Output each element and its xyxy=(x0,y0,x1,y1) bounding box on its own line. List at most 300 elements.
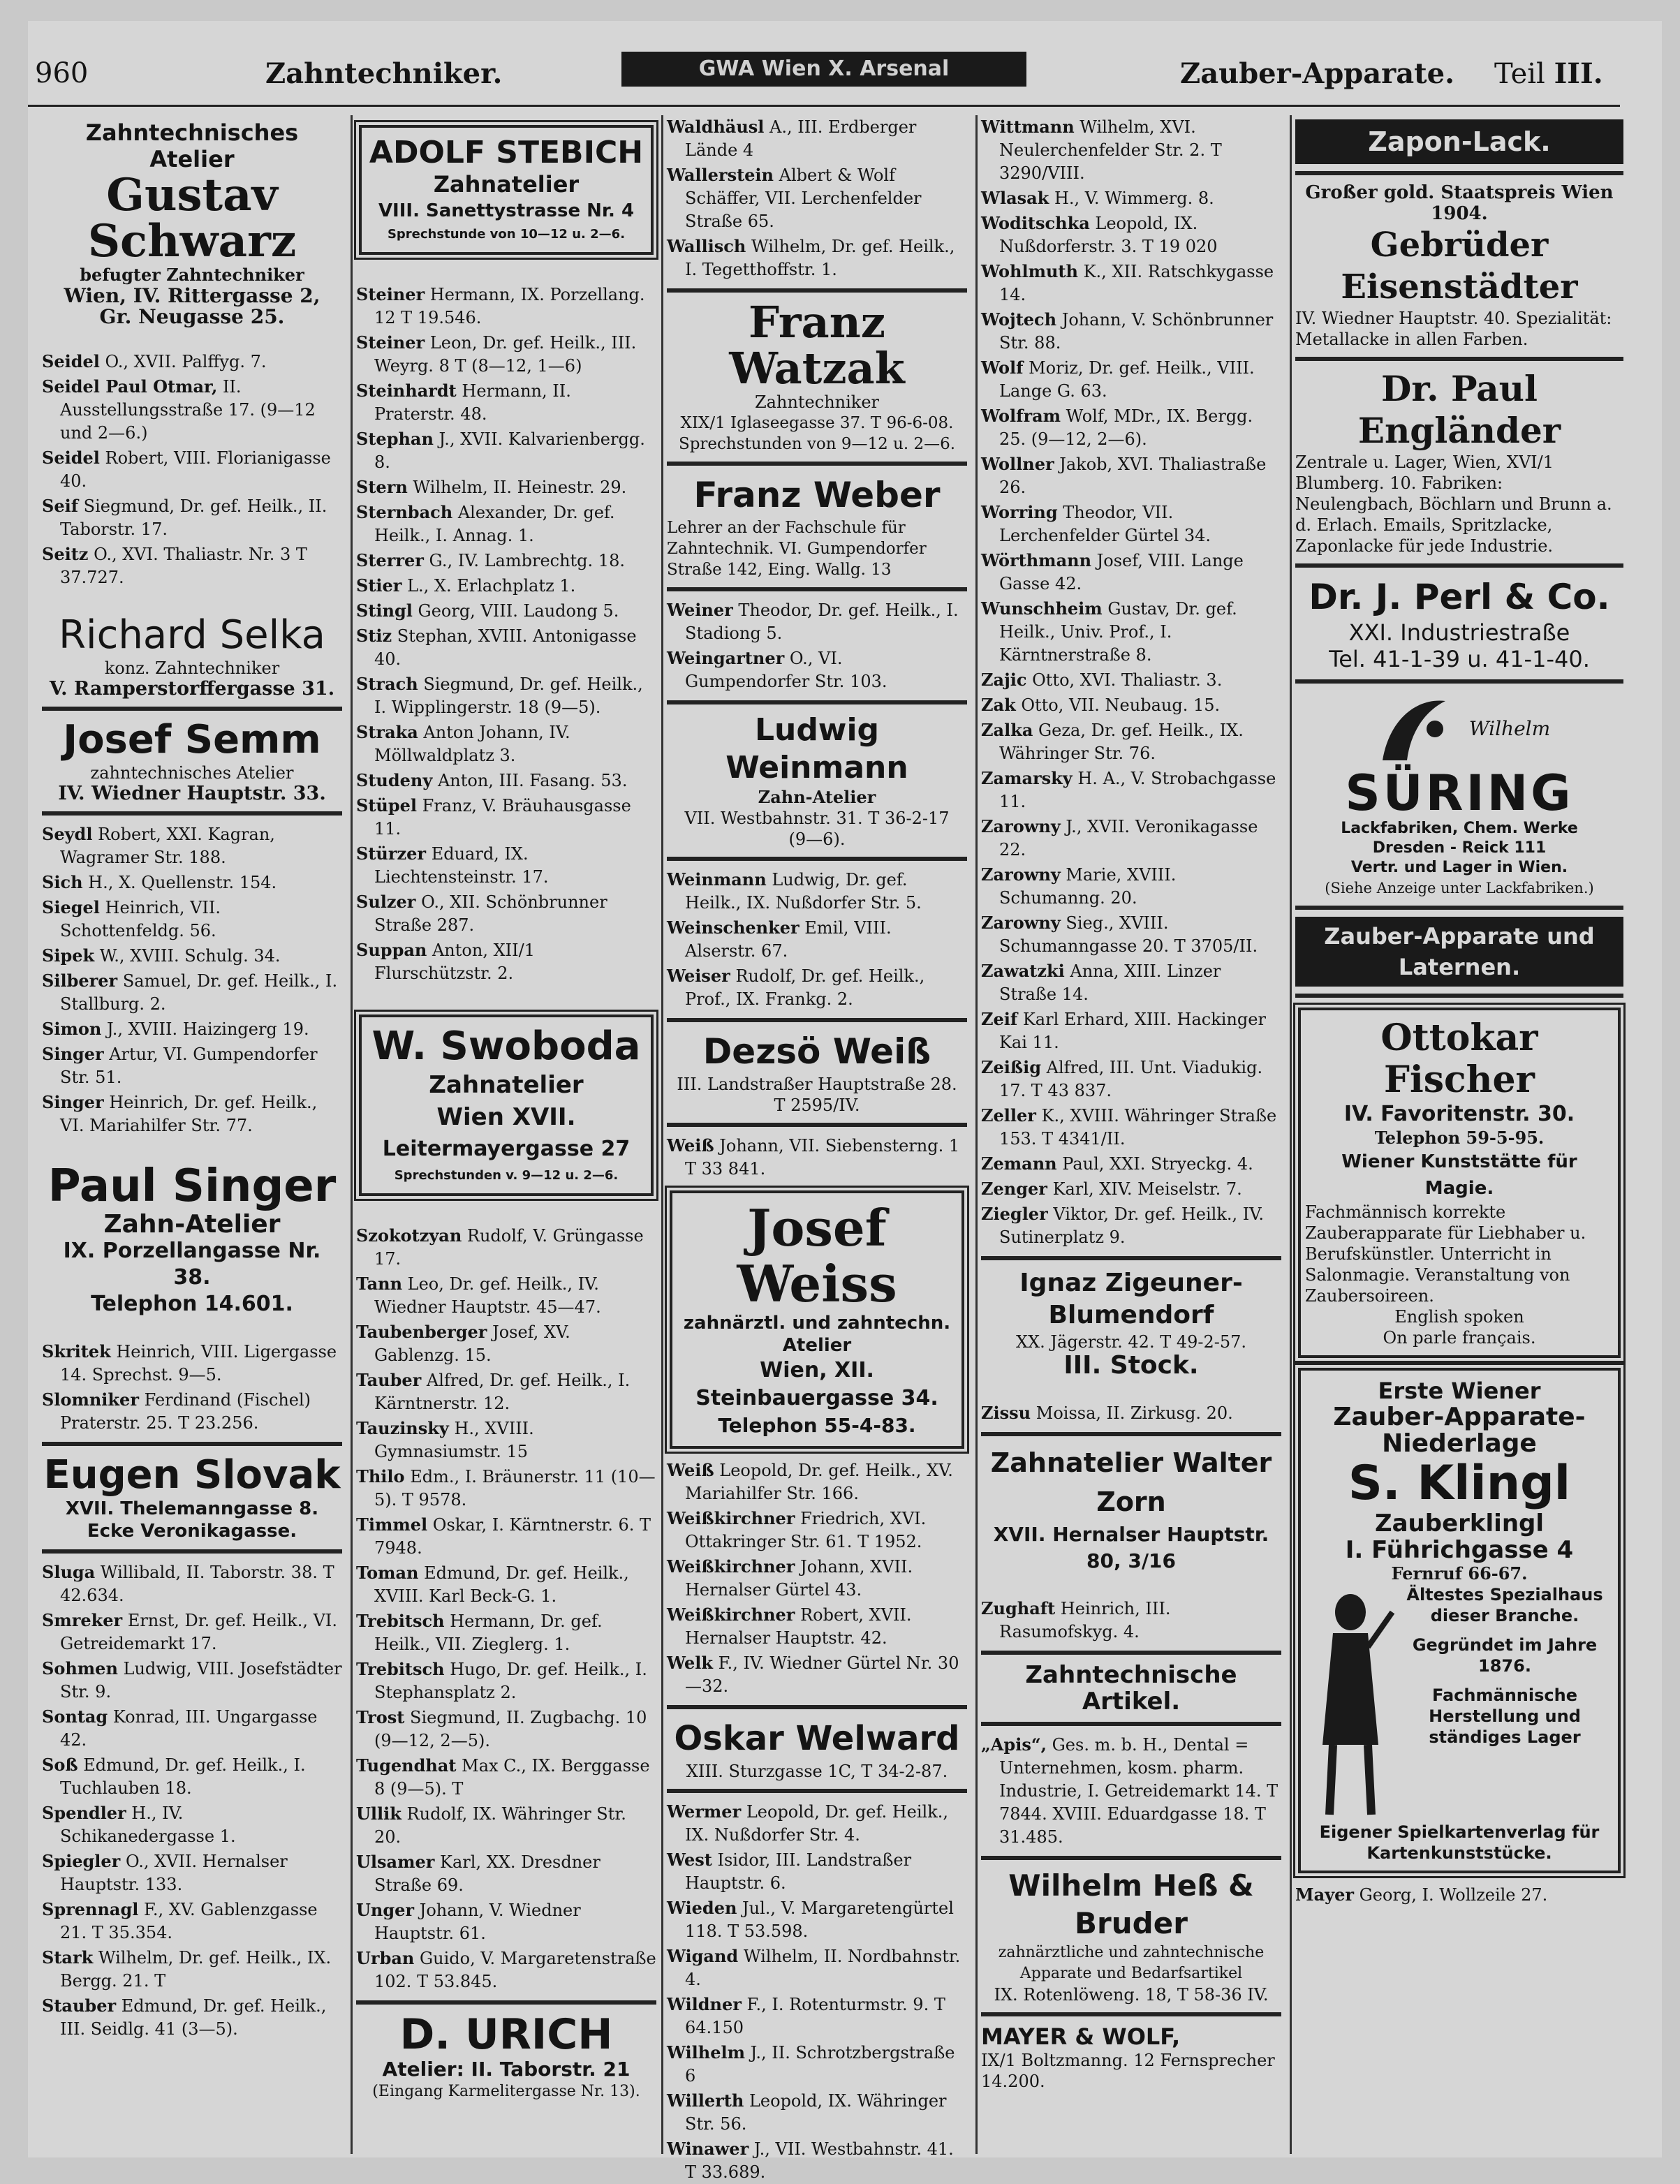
directory-entry xyxy=(981,356,1281,403)
ad-line: Zauber-Apparate- xyxy=(1333,1403,1586,1431)
entry-name: Sohmen xyxy=(42,1658,118,1678)
directory-entry xyxy=(42,871,342,894)
entry-name: Stier xyxy=(356,575,402,596)
ad-w-swoboda xyxy=(359,1014,654,1196)
entry-details: Paul, XXI. Stryeckg. 4. xyxy=(1056,1154,1253,1174)
directory-entry xyxy=(667,1651,967,1698)
ad-address: IX. Rotenlöweng. 18, T 58-36 IV. xyxy=(994,1985,1269,2005)
entry-name: Soß xyxy=(42,1755,78,1775)
entry-name: Thilo xyxy=(356,1466,405,1486)
entry-name: Weiß xyxy=(667,1135,714,1156)
entry-name: Studeny xyxy=(356,770,433,790)
entry-name: Zeif xyxy=(981,1009,1018,1029)
entry-list xyxy=(42,1340,342,1435)
directory-entry xyxy=(356,1465,656,1512)
directory-entry xyxy=(356,769,656,792)
directory-entry xyxy=(42,1994,342,2041)
ad-s-klingl xyxy=(1298,1368,1621,1873)
directory-entry xyxy=(356,1320,656,1367)
directory-entry xyxy=(667,1896,967,1943)
entry-name: Weingartner xyxy=(667,648,785,668)
entry-details: Eduard, IX. Liechtensteinstr. 17. xyxy=(374,844,549,887)
entry-name: Steinhardt xyxy=(356,381,457,401)
entry-details: F., I. Rotenturmstr. 9. T 64.150 xyxy=(685,1995,945,2037)
directory-entry xyxy=(42,543,342,589)
directory-entry xyxy=(981,1056,1281,1102)
directory-entry xyxy=(356,574,656,598)
ad-address: IX. Porzellangasse Nr. 38. xyxy=(63,1239,321,1290)
entry-details: J., VII. Westbahnstr. 41. T 33.689. xyxy=(685,2139,954,2182)
entry-details: Jakob, XVI. Thaliastraße 26. xyxy=(999,455,1267,497)
entry-name: Silberer xyxy=(42,971,118,991)
ad-wilhelm-hess xyxy=(981,1867,1281,2005)
directory-entry xyxy=(42,1946,342,1993)
suring-firstname: Wilhelm xyxy=(1468,717,1551,740)
entry-details: Guido, V. Margaretenstraße 102. T 53.845. xyxy=(374,1949,656,1991)
ad-phone: Telephon 14.601. xyxy=(91,1292,293,1316)
directory-entry xyxy=(981,501,1281,547)
directory-entry xyxy=(667,235,967,281)
entry-name: Seidel xyxy=(42,448,100,468)
directory-entry xyxy=(667,2137,967,2184)
directory-entry xyxy=(42,1042,342,1089)
ad-address: Zentrale u. Lager, Wien, XVI/1 Blumberg. 10. Fabriken: Neulengbach, Böchlarn und Brunn a. d. Erlach. Emails, Spritzlacke, Zaponlacke für jede Industrie. xyxy=(1295,452,1612,556)
entry-details: Josef, VIII. Lange Gasse 42. xyxy=(999,551,1244,593)
ad-line: III. Stock. xyxy=(1063,1351,1199,1380)
entry-details: Josef, XV. Gablenzg. 15. xyxy=(374,1322,570,1365)
entry-details: Robert, XVII. Hernalser Hauptstr. 42. xyxy=(685,1605,912,1648)
directory-entry xyxy=(42,375,342,445)
entry-name: Stephan xyxy=(356,429,434,449)
entry-details: Siegmund, II. Zugbachg. 10 (9—12, 2—5). xyxy=(374,1708,647,1750)
entry-list xyxy=(42,350,342,589)
entry-name: Wohlmuth xyxy=(981,261,1078,281)
entry-name: Unger xyxy=(356,1900,415,1920)
directory-entry xyxy=(42,1705,342,1752)
ad-line: Zahntechniker xyxy=(755,392,879,412)
directory-entry xyxy=(356,794,656,841)
directory-entry xyxy=(356,1417,656,1463)
entry-details: J., XVII. Veronikagasse 22. xyxy=(999,817,1258,859)
entry-name: Zeißig xyxy=(981,1057,1042,1077)
entry-details: J., XVII. Kalvarienbergg. 8. xyxy=(374,429,645,472)
ad-address: XIX/1 Iglaseegasse 37. T 96-6-08. xyxy=(680,414,954,432)
entry-details: Johann, XVII. Hernalser Gürtel 43. xyxy=(685,1557,913,1600)
entry-details: Robert, VIII. Florianigasse 40. xyxy=(60,448,331,491)
ad-gebrueder-eisenstaedter xyxy=(1295,182,1623,350)
ad-address: IV. Wiedner Hauptstr. 40. Spezialität: Metallacke in allen Farben. xyxy=(1295,309,1612,349)
entry-details: Ferdinand (Fischel) Praterstr. 25. T 23.256. xyxy=(60,1390,311,1433)
entry-name: Zughaft xyxy=(981,1598,1056,1618)
entry-details: Viktor, Dr. gef. Heilk., IV. Sutinerplatz 9. xyxy=(999,1204,1265,1247)
directory-entry xyxy=(667,115,967,162)
entry-list xyxy=(356,283,656,985)
entry-name: Wollner xyxy=(981,454,1054,474)
ad-address: IV. Wiedner Hauptstr. 33. xyxy=(58,783,326,804)
entry-details: Otto, XVI. Thaliastr. 3. xyxy=(1026,670,1223,690)
entry-name: Zeller xyxy=(981,1105,1036,1126)
directory-entry xyxy=(42,896,342,943)
directory-entry xyxy=(981,693,1281,717)
directory-entry xyxy=(356,1272,656,1319)
entry-name: Weiner xyxy=(667,600,733,620)
ad-line: English spoken xyxy=(1394,1307,1524,1327)
entry-name: Winawer xyxy=(667,2139,749,2159)
entry-name: Zamarsky xyxy=(981,768,1073,788)
ad-line: Zahnatelier xyxy=(429,1071,584,1099)
ad-phone: Fernruf 66-67. xyxy=(1391,1563,1528,1584)
entry-details: Anna, XIII. Linzer Straße 14. xyxy=(999,961,1221,1004)
entry-name: Wojtech xyxy=(981,309,1057,330)
ad-josef-weiss xyxy=(670,1190,964,1449)
ad-line: Großer gold. Staatspreis Wien 1904. xyxy=(1305,182,1614,224)
directory-entry xyxy=(356,1850,656,1897)
section-title: Zauber-Apparate und Laternen. xyxy=(1324,923,1595,980)
header-stamp: GWA Wien X. Arsenal xyxy=(621,52,1026,87)
ad-line: Fachmännische Herstellung und ständiges Lager xyxy=(1429,1685,1581,1747)
entry-details: Willibald, II. Taborstr. 38. T 42.634. xyxy=(60,1563,334,1605)
ad-phone: Telephon 59-5-95. xyxy=(1374,1128,1545,1148)
ad-line: zahnärztliche und zahntechnische Apparate und Bedarfsartikel xyxy=(998,1944,1265,1982)
entry-list xyxy=(667,1134,967,1181)
ad-ludwig-weinmann xyxy=(667,711,967,850)
directory-entry xyxy=(667,1993,967,2039)
entry-list xyxy=(42,822,342,1137)
entry-name: Steiner xyxy=(356,332,425,353)
entry-name: Toman xyxy=(356,1563,419,1583)
directory-entry xyxy=(667,1507,967,1554)
entry-name: „Apis“, xyxy=(981,1734,1047,1755)
ad-hours: (9—6). xyxy=(788,829,846,849)
entry-name: Sich xyxy=(42,872,83,892)
suring-logo-icon xyxy=(1369,691,1459,767)
entry-details: Johann, V. Wiedner Hauptstr. 61. xyxy=(374,1901,581,1943)
directory-entry xyxy=(667,647,967,693)
entry-details: Wilhelm, II. Nordbahnstr. 4. xyxy=(685,1947,961,1989)
entry-details: L., X. Erlachplatz 1. xyxy=(401,576,576,596)
entry-name: Sterrer xyxy=(356,550,424,570)
section-title: Zahntechnische Artikel. xyxy=(1025,1661,1237,1716)
directory-entry xyxy=(356,1947,656,1993)
entry-name: Tugendhat xyxy=(356,1755,457,1776)
entry-name: Slomniker xyxy=(42,1389,139,1410)
entry-name: Tann xyxy=(356,1274,403,1294)
directory-entry xyxy=(981,1401,1281,1425)
section-title-dental-articles xyxy=(981,1662,1281,1715)
entry-name: Trebitsch xyxy=(356,1611,445,1631)
directory-entry xyxy=(981,212,1281,258)
entry-name: Seif xyxy=(42,496,79,516)
ad-address: Gr. Neugasse 25. xyxy=(99,305,285,328)
entry-details: Otto, VII. Neubaug. 15. xyxy=(1015,695,1221,715)
directory-entry xyxy=(981,1733,1281,1849)
entry-details: Heinrich, Dr. gef. Heilk., VI. Mariahilfer Str. 77. xyxy=(60,1093,318,1135)
ad-oskar-welward xyxy=(667,1716,967,1782)
entry-details: Leon, Dr. gef. Heilk., III. Weyrg. 8 T (8—12, 1—6) xyxy=(374,333,637,376)
directory-entry xyxy=(667,2041,967,2088)
ad-address: (Eingang Karmelitergasse Nr. 13). xyxy=(372,2083,640,2100)
ad-address: Dresden - Reick 111 xyxy=(1372,839,1547,857)
entry-name: Weißkirchner xyxy=(667,1604,795,1625)
entry-details: Anton, XII/1 Flurschützstr. 2. xyxy=(374,940,535,983)
entry-name: Sulzer xyxy=(356,892,416,912)
entry-name: Wermer xyxy=(667,1801,742,1822)
directory-entry xyxy=(981,767,1281,813)
entry-name: Weißkirchner xyxy=(667,1508,795,1528)
ad-paul-englaender xyxy=(1295,368,1623,556)
entry-list xyxy=(667,868,967,1011)
entry-details: Edmund, Dr. gef. Heilk., I. Tuchlauben 18. xyxy=(60,1755,306,1798)
directory-entry xyxy=(981,308,1281,355)
directory-entry xyxy=(356,549,656,573)
ad-address: IV. Favoritenstr. 30. xyxy=(1343,1102,1575,1126)
ad-name: Gebrüder Eisenstädter xyxy=(1341,226,1578,307)
entry-details: Heinrich, III. Rasumofskyg. 4. xyxy=(999,1599,1171,1641)
entry-details: Emil, VIII. Alserstr. 67. xyxy=(685,918,892,961)
directory-entry xyxy=(42,1657,342,1704)
entry-details: Leopold, Dr. gef. Heilk., XV. Mariahilfer Str. 166. xyxy=(685,1461,953,1503)
entry-name: Wilhelm xyxy=(667,2042,745,2063)
ad-name: Franz Watzak xyxy=(729,297,905,394)
ad-line: Zahn-Atelier xyxy=(758,787,876,807)
entry-name: Weiser xyxy=(667,966,730,986)
entry-name: Zarowny xyxy=(981,864,1061,885)
entry-details: Konrad, III. Ungargasse 42. xyxy=(60,1707,318,1750)
entry-name: Seydl xyxy=(42,824,93,844)
entry-name: Spendler xyxy=(42,1803,126,1823)
ad-name: ADOLF STEBICH xyxy=(369,135,644,170)
entry-details: Johann, V. Schönbrunner Str. 88. xyxy=(999,310,1274,353)
ad-address: Ecke Veronikagasse. xyxy=(87,1521,297,1542)
directory-entry xyxy=(981,1597,1281,1644)
directory-entry xyxy=(667,916,967,963)
entry-details: Leopold, Dr. gef. Heilk., IX. Nußdorfer Str. 4. xyxy=(685,1802,949,1845)
directory-entry xyxy=(42,1850,342,1896)
directory-entry xyxy=(356,1658,656,1704)
ad-name: Ottokar Fischer xyxy=(1380,1017,1538,1101)
ad-line: Vertr. und Lager in Wien. xyxy=(1350,859,1568,876)
entry-details: J., II. Schrotzbergstraße 6 xyxy=(685,2043,955,2086)
column-5 xyxy=(1295,115,1623,2154)
entry-details: Siegmund, Dr. gef. Heilk., II. Taborstr. 17. xyxy=(60,496,327,539)
entry-details: Alexander, Dr. gef. Heilk., I. Annag. 1. xyxy=(374,503,615,545)
ad-name: Franz Weber xyxy=(693,475,941,515)
ad-address: I. Führichgasse 4 xyxy=(1345,1536,1574,1564)
ad-name: Ludwig Weinmann xyxy=(725,712,908,785)
entry-details: F., IV. Wiedner Gürtel Nr. 30—32. xyxy=(685,1653,959,1696)
entry-name: Zarowny xyxy=(981,816,1061,836)
directory-entry xyxy=(981,404,1281,451)
ad-line: konz. Zahntechniker xyxy=(104,658,280,678)
entry-details: Edm., I. Bräunerstr. 11 (10—5). T 9578. xyxy=(374,1467,656,1510)
ad-phone: Tel. 41-1-39 u. 41-1-40. xyxy=(1329,646,1590,672)
directory-entry xyxy=(981,549,1281,596)
ad-richard-selka xyxy=(42,613,342,700)
entry-details: Georg, I. Wollzeile 27. xyxy=(1353,1885,1548,1905)
ad-dezso-weiss xyxy=(667,1029,967,1116)
column-3 xyxy=(667,115,967,2182)
entry-name: Sternbach xyxy=(356,502,453,522)
directory-entry xyxy=(667,598,967,645)
entry-details: Rudolf, IX. Währinger Str. 20. xyxy=(374,1804,626,1847)
entry-list xyxy=(667,1459,967,1698)
entry-name: Spiegler xyxy=(42,1851,121,1871)
entry-details: Theodor, Dr. gef. Heilk., I. Stadiong 5. xyxy=(685,600,959,643)
directory-entry xyxy=(1295,1883,1623,1907)
ad-address: VIII. Sanettystrasse Nr. 4 xyxy=(378,200,635,221)
section-title: Zapon-Lack. xyxy=(1368,126,1551,157)
directory-entry xyxy=(981,1008,1281,1054)
entry-details: II. Ausstellungsstraße 17. (9—12 und 2—6.) xyxy=(60,377,316,443)
directory-entry xyxy=(667,1603,967,1650)
entry-name: Zak xyxy=(981,695,1016,715)
ad-name: MAYER & WOLF, xyxy=(981,2023,1181,2050)
entry-details: G., IV. Lambrechtg. 18. xyxy=(423,551,625,570)
ad-gustav-schwarz xyxy=(42,119,342,327)
entry-details: Oskar, I. Kärntnerstr. 6. T 7948. xyxy=(374,1515,651,1558)
ad-name: Oskar Welward xyxy=(674,1719,960,1758)
directory-entry xyxy=(42,1017,342,1041)
entry-name: Wigand xyxy=(667,1946,739,1966)
directory-entry xyxy=(981,1177,1281,1201)
directory-page xyxy=(28,21,1662,2182)
ad-line: Lackfabriken, Chem. Werke xyxy=(1341,820,1578,837)
entry-details: Max C., IX. Berggasse 8 (9—5). T xyxy=(374,1756,650,1799)
column-rule xyxy=(975,115,978,2154)
entry-details: Moriz, Dr. gef. Heilk., VIII. Lange G. 63. xyxy=(999,358,1255,401)
entry-details: Albert & Wolf Schäffer, VII. Lerchenfelder Straße 65. xyxy=(685,165,922,231)
entry-details: Ges. m. b. H., Dental = Unternehmen, kosm. pharm. Industrie, I. Getreidemarkt 14. T 7844. XVIII. Eduardgasse 18. T 31.485. xyxy=(999,1735,1279,1847)
entry-details: O., XII. Schönbrunner Straße 287. xyxy=(374,892,607,935)
ad-line: Eigener Spielkartenverlag für Kartenkunststücke. xyxy=(1319,1822,1600,1863)
entry-name: Zenger xyxy=(981,1179,1047,1199)
entry-name: Sluga xyxy=(42,1562,96,1582)
directory-entry xyxy=(356,379,656,426)
entry-name: Weiß xyxy=(667,1460,714,1480)
directory-entry xyxy=(667,868,967,915)
entry-details: Hugo, Dr. gef. Heilk., I. Stephansplatz 2. xyxy=(374,1660,647,1702)
column-rule xyxy=(1290,115,1292,2154)
ad-walter-zorn xyxy=(981,1443,1281,1574)
ad-paul-singer xyxy=(42,1161,342,1318)
ad-address: XVII. Thelemanngasse 8. xyxy=(65,1498,319,1519)
ad-address: IX/1 Boltzmanng. 12 Fernsprecher 14.200. xyxy=(981,2051,1275,2091)
entry-name: Skritek xyxy=(42,1341,111,1362)
entry-details: Heinrich, VIII. Ligergasse 14. Sprechst. 9—5. xyxy=(60,1342,337,1385)
ad-name: Dezsö Weiß xyxy=(702,1031,931,1072)
ad-line: Fachmännisch korrekte Zauberapparate für Liebhaber u. Berufskünstler. Unterricht in Salonmagie. Veranstaltung von Zaubersoireen. xyxy=(1305,1202,1586,1306)
entry-details: Alfred, III. Unt. Viadukig. 17. T 43 837. xyxy=(999,1058,1263,1100)
entry-details: Wilhelm, Dr. gef. Heilk., IX. Bergg. 21. T xyxy=(60,1948,332,1991)
directory-entry xyxy=(667,964,967,1011)
teil-word: Teil xyxy=(1494,58,1545,90)
directory-entry xyxy=(356,1513,656,1560)
entry-details: Karl, XIV. Meiselstr. 7. xyxy=(1047,1179,1242,1199)
entry-details: Georg, VIII. Laudong 5. xyxy=(412,601,619,621)
entry-list xyxy=(667,115,967,281)
directory-entry xyxy=(356,475,656,499)
column-1 xyxy=(42,115,342,2154)
entry-name: Zawatzki xyxy=(981,961,1065,981)
ad-suring xyxy=(1295,691,1623,899)
ad-name: Dr. J. Perl & Co. xyxy=(1309,577,1610,617)
entry-details: Wilhelm, II. Heinestr. 29. xyxy=(407,478,627,497)
entry-details: Robert, XXI. Kagran, Wagramer Str. 188. xyxy=(60,825,275,867)
entry-name: Stürzer xyxy=(356,843,427,864)
entry-details: H. A., V. Strobachgasse 11. xyxy=(999,769,1276,811)
ad-line: On parle français. xyxy=(1383,1328,1536,1348)
page-header xyxy=(28,42,1620,107)
entry-list xyxy=(981,115,1281,1249)
entry-name: West xyxy=(667,1850,712,1870)
ad-address: XXI. Industriestraße xyxy=(1348,619,1570,646)
ad-line: zahntechnisches Atelier xyxy=(90,763,294,783)
entry-name: Urban xyxy=(356,1948,415,1968)
directory-entry xyxy=(981,1152,1281,1176)
entry-name: Stern xyxy=(356,477,408,497)
ad-name: Ignaz Zigeuner-Blumendorf xyxy=(1019,1269,1243,1329)
directory-entry xyxy=(981,260,1281,307)
entry-name: Straka xyxy=(356,722,418,742)
entry-name: Singer xyxy=(42,1092,104,1112)
entry-name: Singer xyxy=(42,1044,104,1064)
directory-entry xyxy=(42,1560,342,1607)
entry-details: Ludwig, VIII. Josefstädter Str. 9. xyxy=(60,1659,342,1702)
directory-entry xyxy=(667,163,967,233)
entry-name: Mayer xyxy=(1295,1884,1354,1905)
entry-details: Jul., V. Margaretengürtel 118. T 53.598. xyxy=(685,1898,954,1941)
entry-details: Stephan, XVIII. Antonigasse 40. xyxy=(374,626,637,669)
entry-details: H., IV. Schikanedergasse 1. xyxy=(60,1803,236,1846)
ad-name: Richard Selka xyxy=(59,612,325,658)
ad-address: XIII. Sturzgasse 1C, T 34-2-87. xyxy=(686,1762,948,1781)
ad-franz-watzak xyxy=(667,297,967,455)
entry-name: Wildner xyxy=(667,1994,742,2014)
entry-details: Edmund, Dr. gef. Heilk., XVIII. Karl Beck-G. 1. xyxy=(374,1563,629,1606)
entry-name: Zarowny xyxy=(981,913,1061,933)
ad-address: Wien, IV. Rittergasse 2, xyxy=(64,284,320,307)
entry-details: Leopold, IX. Währinger Str. 56. xyxy=(685,2091,947,2134)
ad-address: V. Ramperstorffergasse 31. xyxy=(49,678,335,700)
directory-entry xyxy=(356,672,656,719)
entry-name: Seidel Paul Otmar, xyxy=(42,376,218,397)
entry-name: Stingl xyxy=(356,600,413,621)
section-title-magic xyxy=(1295,917,1623,987)
directory-entry xyxy=(981,597,1281,667)
entry-list xyxy=(42,1560,342,2041)
entry-name: Ullik xyxy=(356,1803,401,1824)
ad-hours: Sprechstunden von 9—12 u. 2—6. xyxy=(678,435,956,453)
entry-name: Wallisch xyxy=(667,236,746,256)
entry-details: Wilhelm, Dr. gef. Heilk., I. Tegetthoffstr. 1. xyxy=(685,237,955,279)
ad-line: Wien XVII. xyxy=(436,1103,576,1131)
ad-franz-weber xyxy=(667,473,967,580)
directory-entry xyxy=(981,1104,1281,1151)
directory-entry xyxy=(981,911,1281,958)
ad-line: Niederlage xyxy=(1382,1429,1537,1458)
ad-address: Lehrer an der Fachschule für Zahntechnik. VI. Gumpendorfer Straße 142, Eing. Wallg. 13 xyxy=(667,519,927,579)
entry-details: K., XVIII. Währinger Straße 153. T 4341/II. xyxy=(999,1106,1277,1149)
directory-entry xyxy=(981,452,1281,499)
directory-entry xyxy=(356,1802,656,1849)
ad-name: Josef Semm xyxy=(63,717,321,762)
entry-name: Weinschenker xyxy=(667,917,800,938)
entry-name: Strach xyxy=(356,674,418,694)
directory-entry xyxy=(981,815,1281,862)
directory-entry xyxy=(981,1202,1281,1249)
entry-name: Welk xyxy=(667,1653,714,1673)
directory-entry xyxy=(667,1945,967,1991)
